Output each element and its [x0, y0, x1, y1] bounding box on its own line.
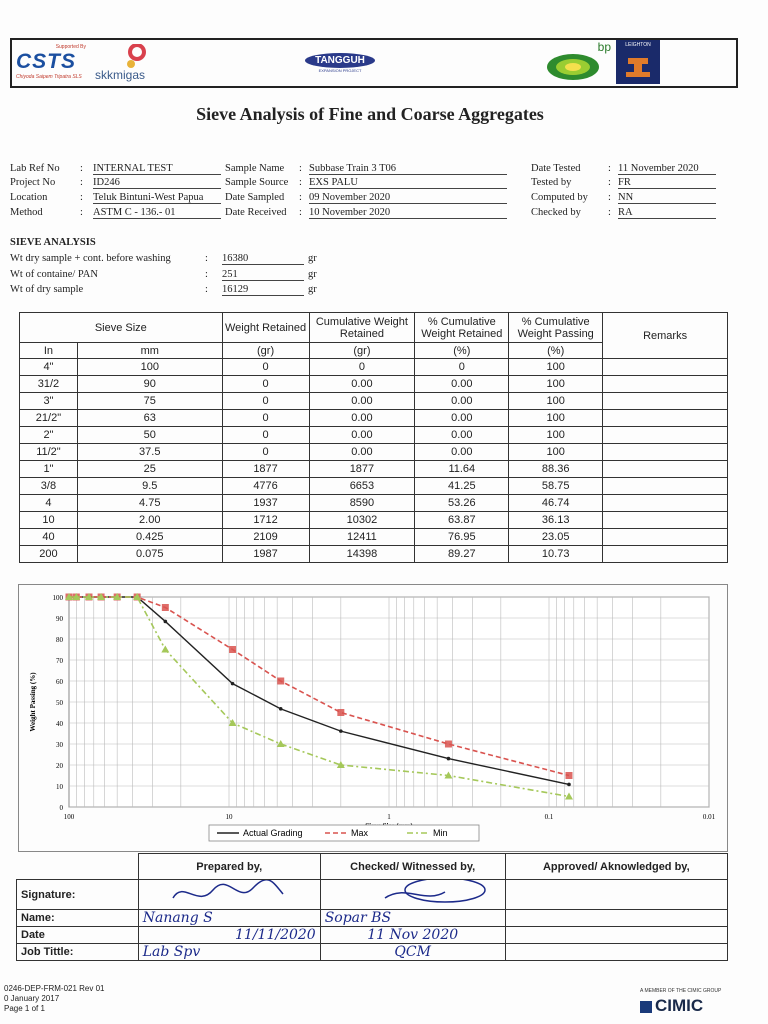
approved-name: [505, 910, 727, 927]
pct-cum-retained: 53.26: [415, 495, 509, 512]
weight-retained: 1937: [222, 495, 309, 512]
csts-tagline: Chiyoda Saipem Tripatra SLS: [16, 74, 82, 80]
remarks: [603, 444, 728, 461]
prepared-signature: [138, 880, 320, 910]
job-title-label: Job Tittle:: [17, 944, 139, 961]
colon: :: [608, 192, 611, 203]
wt-of-dry-sample-label: Wt of dry sample: [10, 284, 84, 295]
header-cum-weight: Cumulative Weight Retained: [309, 313, 415, 343]
location-label: Location: [10, 192, 48, 203]
sieve-mm: 0.425: [77, 529, 222, 546]
sieve-in: 4": [20, 359, 78, 376]
date-received-label: Date Received: [225, 207, 287, 218]
pct-cum-retained: 63.87: [415, 512, 509, 529]
table-row: [20, 495, 728, 512]
pct-cum-retained: 0.00: [415, 410, 509, 427]
unit-mm: mm: [77, 343, 222, 359]
leighton-emblem-icon: [616, 48, 660, 82]
leighton-text: LEIGHTON: [625, 42, 651, 48]
legend-label: Min: [433, 828, 448, 838]
sieve-in: 10: [20, 512, 78, 529]
table-row: [20, 427, 728, 444]
sample-name-value: Subbase Train 3 T06: [309, 163, 507, 175]
sieve-in: 1": [20, 461, 78, 478]
signature-label: Signature:: [17, 880, 139, 910]
sieve-mm: 100: [77, 359, 222, 376]
cum-weight: 1877: [309, 461, 415, 478]
wt-container-value: 251: [222, 269, 304, 281]
weight-retained: 1987: [222, 546, 309, 563]
data-point-max: [229, 646, 236, 653]
date-received-value: 10 November 2020: [309, 207, 507, 219]
x-tick-label: 100: [63, 813, 75, 821]
colon: :: [80, 163, 83, 174]
table-row: [20, 410, 728, 427]
csts-logo-text: CSTS: [16, 50, 77, 73]
weight-retained: 0: [222, 359, 309, 376]
pct-cum-retained: 0.00: [415, 393, 509, 410]
cum-weight: 0: [309, 359, 415, 376]
wt-of-dry-sample-value: 16129: [222, 284, 304, 296]
footer-doc-info: [4, 984, 104, 1014]
lab-ref-label: Lab Ref No: [10, 163, 60, 174]
colon: :: [205, 269, 208, 280]
footer-doc-number: 0246-DEP-FRM-021 Rev 01: [4, 984, 105, 993]
cum-weight: 0.00: [309, 427, 415, 444]
unit-in: In: [20, 343, 78, 359]
remarks: [603, 393, 728, 410]
sieve-mm: 25: [77, 461, 222, 478]
sieve-mm: 90: [77, 376, 222, 393]
wt-dry-sample-unit: gr: [308, 253, 317, 264]
bp-logo: [545, 40, 611, 84]
y-tick-label: 50: [56, 699, 63, 707]
page-title: Sieve Analysis of Fine and Coarse Aggregates: [196, 104, 544, 124]
pct-cum-retained: 89.27: [415, 546, 509, 563]
tested-by-value: FR: [618, 177, 716, 189]
tested-by-label: Tested by: [531, 177, 572, 188]
cum-weight: 0.00: [309, 376, 415, 393]
sieve-mm: 75: [77, 393, 222, 410]
checked-job: QCM: [320, 944, 505, 961]
colon: :: [608, 163, 611, 174]
pct-cum-passing: 100: [509, 427, 603, 444]
colon: :: [80, 207, 83, 218]
sieve-in: 31/2: [20, 376, 78, 393]
checked-date: 11 Nov 2020: [320, 927, 505, 944]
pct-cum-passing: 100: [509, 410, 603, 427]
unit-gr: (gr): [309, 343, 415, 359]
pct-cum-retained: 0.00: [415, 427, 509, 444]
method-label: Method: [10, 207, 43, 218]
pct-cum-retained: 11.64: [415, 461, 509, 478]
colon: :: [299, 177, 302, 188]
date-tested-label: Date Tested: [531, 163, 581, 174]
sieve-mm: 50: [77, 427, 222, 444]
footer-page: Page 1 of 1: [4, 1004, 45, 1013]
wt-container-unit: gr: [308, 269, 317, 280]
cum-weight: 0.00: [309, 393, 415, 410]
sample-source-value: EXS PALU: [309, 177, 507, 189]
data-point-max: [337, 709, 344, 716]
table-row: [20, 393, 728, 410]
name-row: [17, 910, 728, 927]
checked-name: Sopar BS: [320, 910, 505, 927]
sieve-mm: 63: [77, 410, 222, 427]
weight-retained: 0: [222, 444, 309, 461]
cum-weight: 10302: [309, 512, 415, 529]
sieve-mm: 9.5: [77, 478, 222, 495]
x-tick-label: 1: [387, 813, 391, 821]
pct-cum-passing: 100: [509, 359, 603, 376]
colon: :: [299, 207, 302, 218]
checked-by-header: Checked/ Witnessed by,: [320, 854, 505, 880]
computed-by-value: NN: [618, 192, 716, 204]
data-point-actual: [231, 682, 235, 686]
y-tick-label: 40: [56, 720, 63, 728]
date-sampled-label: Date Sampled: [225, 192, 285, 203]
pct-cum-passing: 36.13: [509, 512, 603, 529]
colon: :: [80, 177, 83, 188]
table-row: [20, 478, 728, 495]
header-remarks: Remarks: [603, 313, 728, 359]
remarks: [603, 410, 728, 427]
weight-retained: 2109: [222, 529, 309, 546]
computed-by-label: Computed by: [531, 192, 588, 203]
bp-helios-icon: [545, 50, 601, 84]
sieve-in: 3": [20, 393, 78, 410]
header-pct-cum-retained: % Cumulative Weight Retained: [415, 313, 509, 343]
cum-weight: 12411: [309, 529, 415, 546]
unit-pct: (%): [415, 343, 509, 359]
remarks: [603, 529, 728, 546]
data-point-max: [565, 772, 572, 779]
signature-row: [17, 880, 728, 910]
table-header-row: [20, 313, 728, 343]
wt-dry-sample-label: Wt dry sample + cont. before washing: [10, 253, 171, 264]
legend-label: Max: [351, 828, 369, 838]
data-point-actual: [339, 729, 343, 733]
colon: :: [205, 253, 208, 264]
cimic-logo: [640, 988, 740, 1016]
remarks: [603, 478, 728, 495]
sieve-in: 21/2": [20, 410, 78, 427]
y-tick-label: 90: [56, 615, 63, 623]
remarks: [603, 546, 728, 563]
sieve-analysis-heading: SIEVE ANALYSIS: [10, 237, 96, 248]
cum-weight: 6653: [309, 478, 415, 495]
tangguh-text: TANGGUH: [305, 53, 375, 68]
prepared-job: Lab Spv: [138, 944, 320, 961]
weight-retained: 4776: [222, 478, 309, 495]
location-value: Teluk Bintuni-West Papua: [93, 192, 221, 204]
data-point-actual: [279, 707, 283, 711]
y-tick-label: 100: [52, 594, 63, 602]
csts-logo: [16, 44, 86, 78]
header-weight-retained: Weight Retained: [222, 313, 309, 343]
checked-signature: [320, 880, 505, 910]
date-tested-value: 11 November 2020: [618, 163, 716, 175]
pct-cum-passing: 88.36: [509, 461, 603, 478]
pct-cum-retained: 41.25: [415, 478, 509, 495]
skkmigas-logo: [95, 44, 175, 84]
remarks: [603, 427, 728, 444]
weight-retained: 0: [222, 376, 309, 393]
pct-cum-retained: 76.95: [415, 529, 509, 546]
pct-cum-retained: 0: [415, 359, 509, 376]
cum-weight: 8590: [309, 495, 415, 512]
approved-signature: [505, 880, 727, 910]
leighton-logo: [616, 40, 660, 84]
cimic-wordmark: [640, 996, 740, 1016]
grading-chart: [18, 584, 728, 852]
cimic-text: CIMIC: [655, 996, 704, 1015]
pct-cum-passing: 100: [509, 393, 603, 410]
colon: :: [299, 163, 302, 174]
table-body: [20, 359, 728, 563]
colon: :: [608, 177, 611, 188]
pct-cum-retained: 0.00: [415, 444, 509, 461]
sig-corner: [17, 854, 139, 880]
sieve-mm: 4.75: [77, 495, 222, 512]
signature-header-row: [17, 854, 728, 880]
pct-cum-passing: 10.73: [509, 546, 603, 563]
approved-by-header: Approved/ Aknowledged by,: [505, 854, 727, 880]
remarks: [603, 461, 728, 478]
header-sieve-size: Sieve Size: [20, 313, 223, 343]
cum-weight: 0.00: [309, 410, 415, 427]
weight-retained: 0: [222, 393, 309, 410]
data-point-max: [445, 741, 452, 748]
bp-text: bp: [597, 40, 611, 54]
sieve-in: 3/8: [20, 478, 78, 495]
weight-retained: 0: [222, 410, 309, 427]
footer-date: 0 January 2017: [4, 994, 60, 1003]
data-point-max: [162, 604, 169, 611]
lab-ref-value: INTERNAL TEST: [93, 163, 221, 175]
project-no-label: Project No: [10, 177, 56, 188]
wt-container-label: Wt of containe/ PAN: [10, 269, 98, 280]
pct-cum-passing: 23.05: [509, 529, 603, 546]
wt-dry-sample-value: 16380: [222, 253, 304, 265]
weight-retained: 1877: [222, 461, 309, 478]
job-title-row: [17, 944, 728, 961]
skkmigas-emblem-icon: [117, 44, 157, 70]
unit-gr: (gr): [222, 343, 309, 359]
y-axis-label: Weight Passing (%): [29, 672, 37, 732]
prepared-name: Nanang S: [138, 910, 320, 927]
remarks: [603, 376, 728, 393]
colon: :: [608, 207, 611, 218]
prepared-date: 11/11/2020: [138, 927, 320, 944]
pct-cum-passing: 100: [509, 444, 603, 461]
x-tick-label: 0.01: [702, 813, 716, 821]
cimic-member-text: A MEMBER OF THE CIMIC GROUP: [640, 988, 722, 994]
y-tick-label: 70: [56, 657, 63, 665]
colon: :: [80, 192, 83, 203]
cimic-mark-icon: [640, 1001, 652, 1013]
sample-source-label: Sample Source: [225, 177, 289, 188]
sieve-in: 2": [20, 427, 78, 444]
approved-job: [505, 944, 727, 961]
sieve-in: 200: [20, 546, 78, 563]
x-tick-label: 0.1: [544, 813, 554, 821]
header-pct-cum-passing: % Cumulative Weight Passing: [509, 313, 603, 343]
data-point-actual: [164, 620, 168, 624]
method-value: ASTM C - 136.- 01: [93, 207, 221, 219]
pct-cum-passing: 100: [509, 376, 603, 393]
colon: :: [299, 192, 302, 203]
cum-weight: 14398: [309, 546, 415, 563]
pct-cum-passing: 58.75: [509, 478, 603, 495]
approved-date: [505, 927, 727, 944]
date-sampled-value: 09 November 2020: [309, 192, 507, 204]
cum-weight: 0.00: [309, 444, 415, 461]
y-tick-label: 20: [56, 762, 63, 770]
pct-cum-retained: 0.00: [415, 376, 509, 393]
checked-by-value: RA: [618, 207, 716, 219]
table-row: [20, 376, 728, 393]
signature-table: [16, 853, 728, 961]
remarks: [603, 512, 728, 529]
weight-retained: 1712: [222, 512, 309, 529]
tangguh-subtext: EXPANSION PROJECT: [318, 68, 362, 73]
sieve-in: 4: [20, 495, 78, 512]
y-tick-label: 80: [56, 636, 63, 644]
unit-pct: (%): [509, 343, 603, 359]
table-row: [20, 546, 728, 563]
table-row: [20, 529, 728, 546]
project-no-value: ID246: [93, 177, 221, 189]
table-row: [20, 512, 728, 529]
colon: :: [205, 284, 208, 295]
data-point-max: [277, 678, 284, 685]
date-row: [17, 927, 728, 944]
tangguh-logo: [295, 50, 385, 76]
y-tick-label: 0: [59, 804, 63, 812]
table-row: [20, 444, 728, 461]
y-tick-label: 10: [56, 783, 63, 791]
table-row: [20, 359, 728, 376]
sample-name-label: Sample Name: [225, 163, 285, 174]
date-label: Date: [17, 927, 139, 944]
checked-by-label: Checked by: [531, 207, 581, 218]
wt-of-dry-sample-unit: gr: [308, 284, 317, 295]
sieve-mm: 37.5: [77, 444, 222, 461]
grading-chart-svg: [19, 585, 727, 851]
x-tick-label: 10: [225, 813, 233, 821]
name-label: Name:: [17, 910, 139, 927]
y-tick-label: 30: [56, 741, 63, 749]
checked-signature-scribble: [325, 880, 495, 906]
prepared-by-header: Prepared by,: [138, 854, 320, 880]
legend-label: Actual Grading: [243, 828, 303, 838]
csts-supported-by: Supported By: [55, 44, 86, 50]
sieve-in: 40: [20, 529, 78, 546]
data-point-actual: [567, 783, 571, 787]
skkmigas-text: skkmigas: [95, 68, 146, 82]
sieve-mm: 0.075: [77, 546, 222, 563]
y-tick-label: 60: [56, 678, 63, 686]
data-point-actual: [447, 757, 451, 761]
sieve-in: 11/2": [20, 444, 78, 461]
table-row: [20, 461, 728, 478]
remarks: [603, 359, 728, 376]
sieve-table: [19, 312, 728, 563]
sieve-mm: 2.00: [77, 512, 222, 529]
prepared-signature-scribble: [143, 880, 313, 906]
remarks: [603, 495, 728, 512]
weight-retained: 0: [222, 427, 309, 444]
pct-cum-passing: 46.74: [509, 495, 603, 512]
